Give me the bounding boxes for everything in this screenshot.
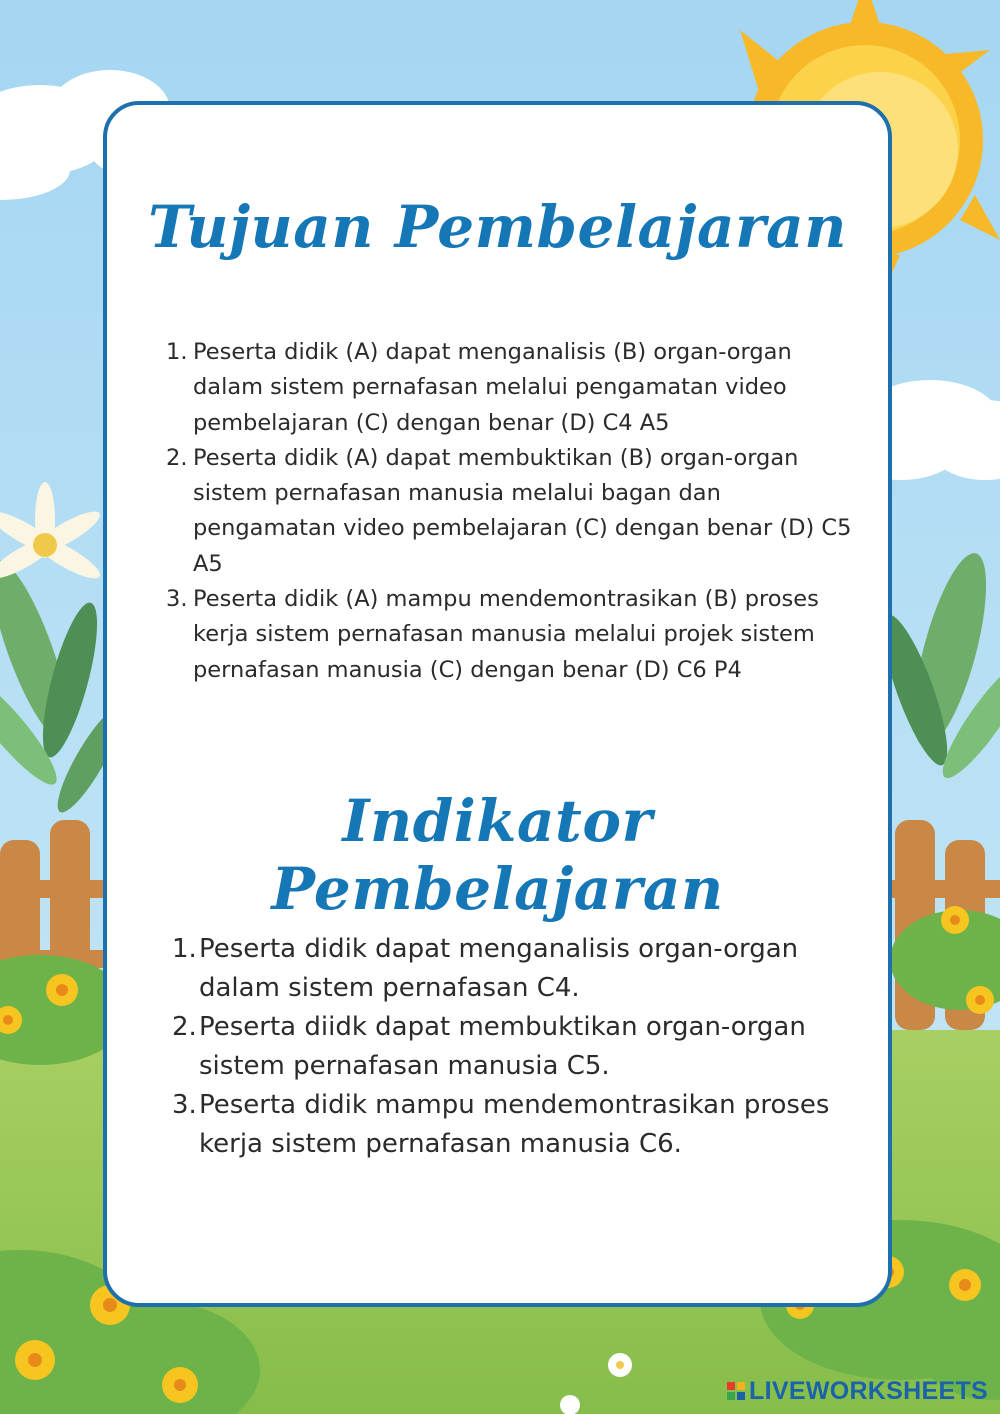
- objectives-title: Tujuan Pembelajaran: [148, 193, 847, 261]
- liveworksheets-logo-icon: [727, 1382, 745, 1400]
- indicators-list: [172, 930, 839, 1164]
- list-item: 1. Peserta didik dapat menganalisis organ-organ dalam sistem pernafasan C4.: [172, 934, 799, 1003]
- objectives-list: [166, 335, 853, 688]
- list-item: 3. Peserta didik mampu mendemontrasikan proses kerja sistem pernafasan manusia C6.: [172, 1090, 830, 1159]
- liveworksheets-watermark[interactable]: [727, 1378, 988, 1404]
- list-item: 3. Peserta didik (A) mampu mendemontrasikan (B) proses kerja sistem pernafasan manusia melalui projek sistem pernafasan manusia (C) dengan benar (D) C6 P4: [166, 586, 819, 683]
- list-item: 1. Peserta didik (A) dapat menganalisis (B) organ-organ dalam sistem pernafasan melalui pengamatan video pembelajaran (C) dengan benar (D) C4 A5: [166, 339, 792, 436]
- list-item: 2. Peserta didik (A) dapat membuktikan (B) organ-organ sistem pernafasan manusia melalui bagan dan pengamatan video pembelajaran (C) dengan benar (D) C5 A5: [166, 444, 852, 577]
- list-item: 2. Peserta diidk dapat membuktikan organ-organ sistem pernafasan manusia C5.: [172, 1012, 806, 1081]
- content-card: [103, 101, 892, 1307]
- indicators-title: Indikator Pembelajaran: [271, 787, 724, 923]
- watermark-text: LIVEWORKSHEETS: [749, 1376, 988, 1405]
